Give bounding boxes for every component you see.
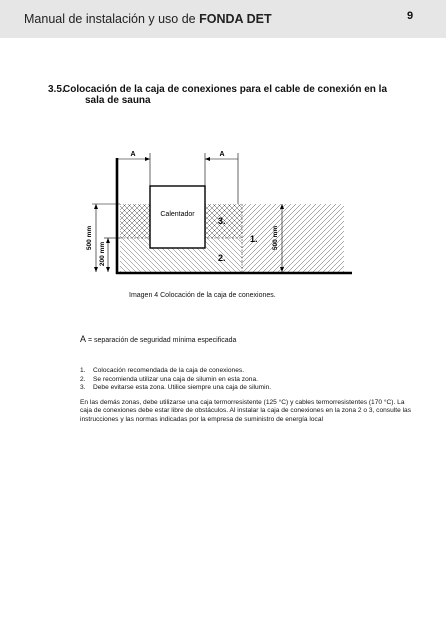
figure-caption: Imagen 4 Colocación de la caja de conexiones. bbox=[129, 292, 276, 299]
list-item bbox=[80, 376, 271, 385]
junction-box-zone-diagram bbox=[72, 148, 352, 280]
dim-a-left-label: A bbox=[130, 151, 136, 158]
dim-500-left-arrow-bottom bbox=[94, 267, 98, 272]
heater-label: Calentador bbox=[160, 211, 195, 218]
installation-note: En las demás zonas, debe utilizarse una caja termorresistente (125 °C) y cables termorresistentes (170 °C). La caja de conexiones debe estar libre de obstáculos. Al instalar la caja de conexiones en la zona 2 o 3, consulte las instrucciones y las normas indicadas por la empresa de suministro de energía local bbox=[80, 399, 411, 423]
dim-200-arrow-top bbox=[106, 238, 110, 243]
section-title-line2: sala de sauna bbox=[85, 95, 151, 106]
list-item-text: Debe evitarse esta zona. Utilice siempre una caja de silumin. bbox=[93, 384, 272, 392]
dim-200-label: 200 mm bbox=[99, 241, 106, 267]
zone-2-label: 2. bbox=[218, 253, 226, 263]
manual-title bbox=[24, 12, 272, 26]
dim-500-left-label: 500 mm bbox=[86, 225, 93, 251]
list-item bbox=[80, 367, 271, 376]
dim-500-right-label: 500 mm bbox=[272, 225, 279, 251]
dim-a-right-arrow bbox=[205, 157, 210, 161]
manual-title-brand: FONDA DET bbox=[199, 12, 272, 26]
legend-a-letter: A bbox=[80, 334, 87, 344]
legend-a bbox=[80, 334, 236, 344]
list-item-text: Se recomienda utilizar una caja de silumin en esta zona. bbox=[93, 375, 258, 383]
zone-3-label: 3. bbox=[218, 216, 226, 226]
dim-a-right-label: A bbox=[219, 151, 225, 158]
dim-a-left-arrow bbox=[145, 157, 150, 161]
section-title-line1: Colocación de la caja de conexiones para el cable de conexión en la bbox=[63, 84, 388, 95]
page-header bbox=[0, 0, 446, 38]
list-item-number: 3. bbox=[80, 384, 86, 392]
list-item-number: 2. bbox=[80, 375, 86, 383]
list-item-number: 1. bbox=[80, 367, 86, 374]
section-number: 3.5. bbox=[48, 84, 65, 95]
zone-1-label: 1. bbox=[250, 234, 258, 244]
list-item-text: Colocación recomendada de la caja de conexiones. bbox=[93, 367, 245, 374]
dim-500-left-arrow-top bbox=[94, 204, 98, 209]
manual-title-prefix: Manual de instalación y uso de bbox=[24, 12, 200, 26]
dim-200-arrow-bottom bbox=[106, 267, 110, 272]
list-item bbox=[80, 384, 271, 393]
page-number: 9 bbox=[407, 10, 414, 22]
zone-list bbox=[80, 367, 271, 393]
legend-a-text: = separación de seguridad mínima especificada bbox=[86, 337, 237, 344]
